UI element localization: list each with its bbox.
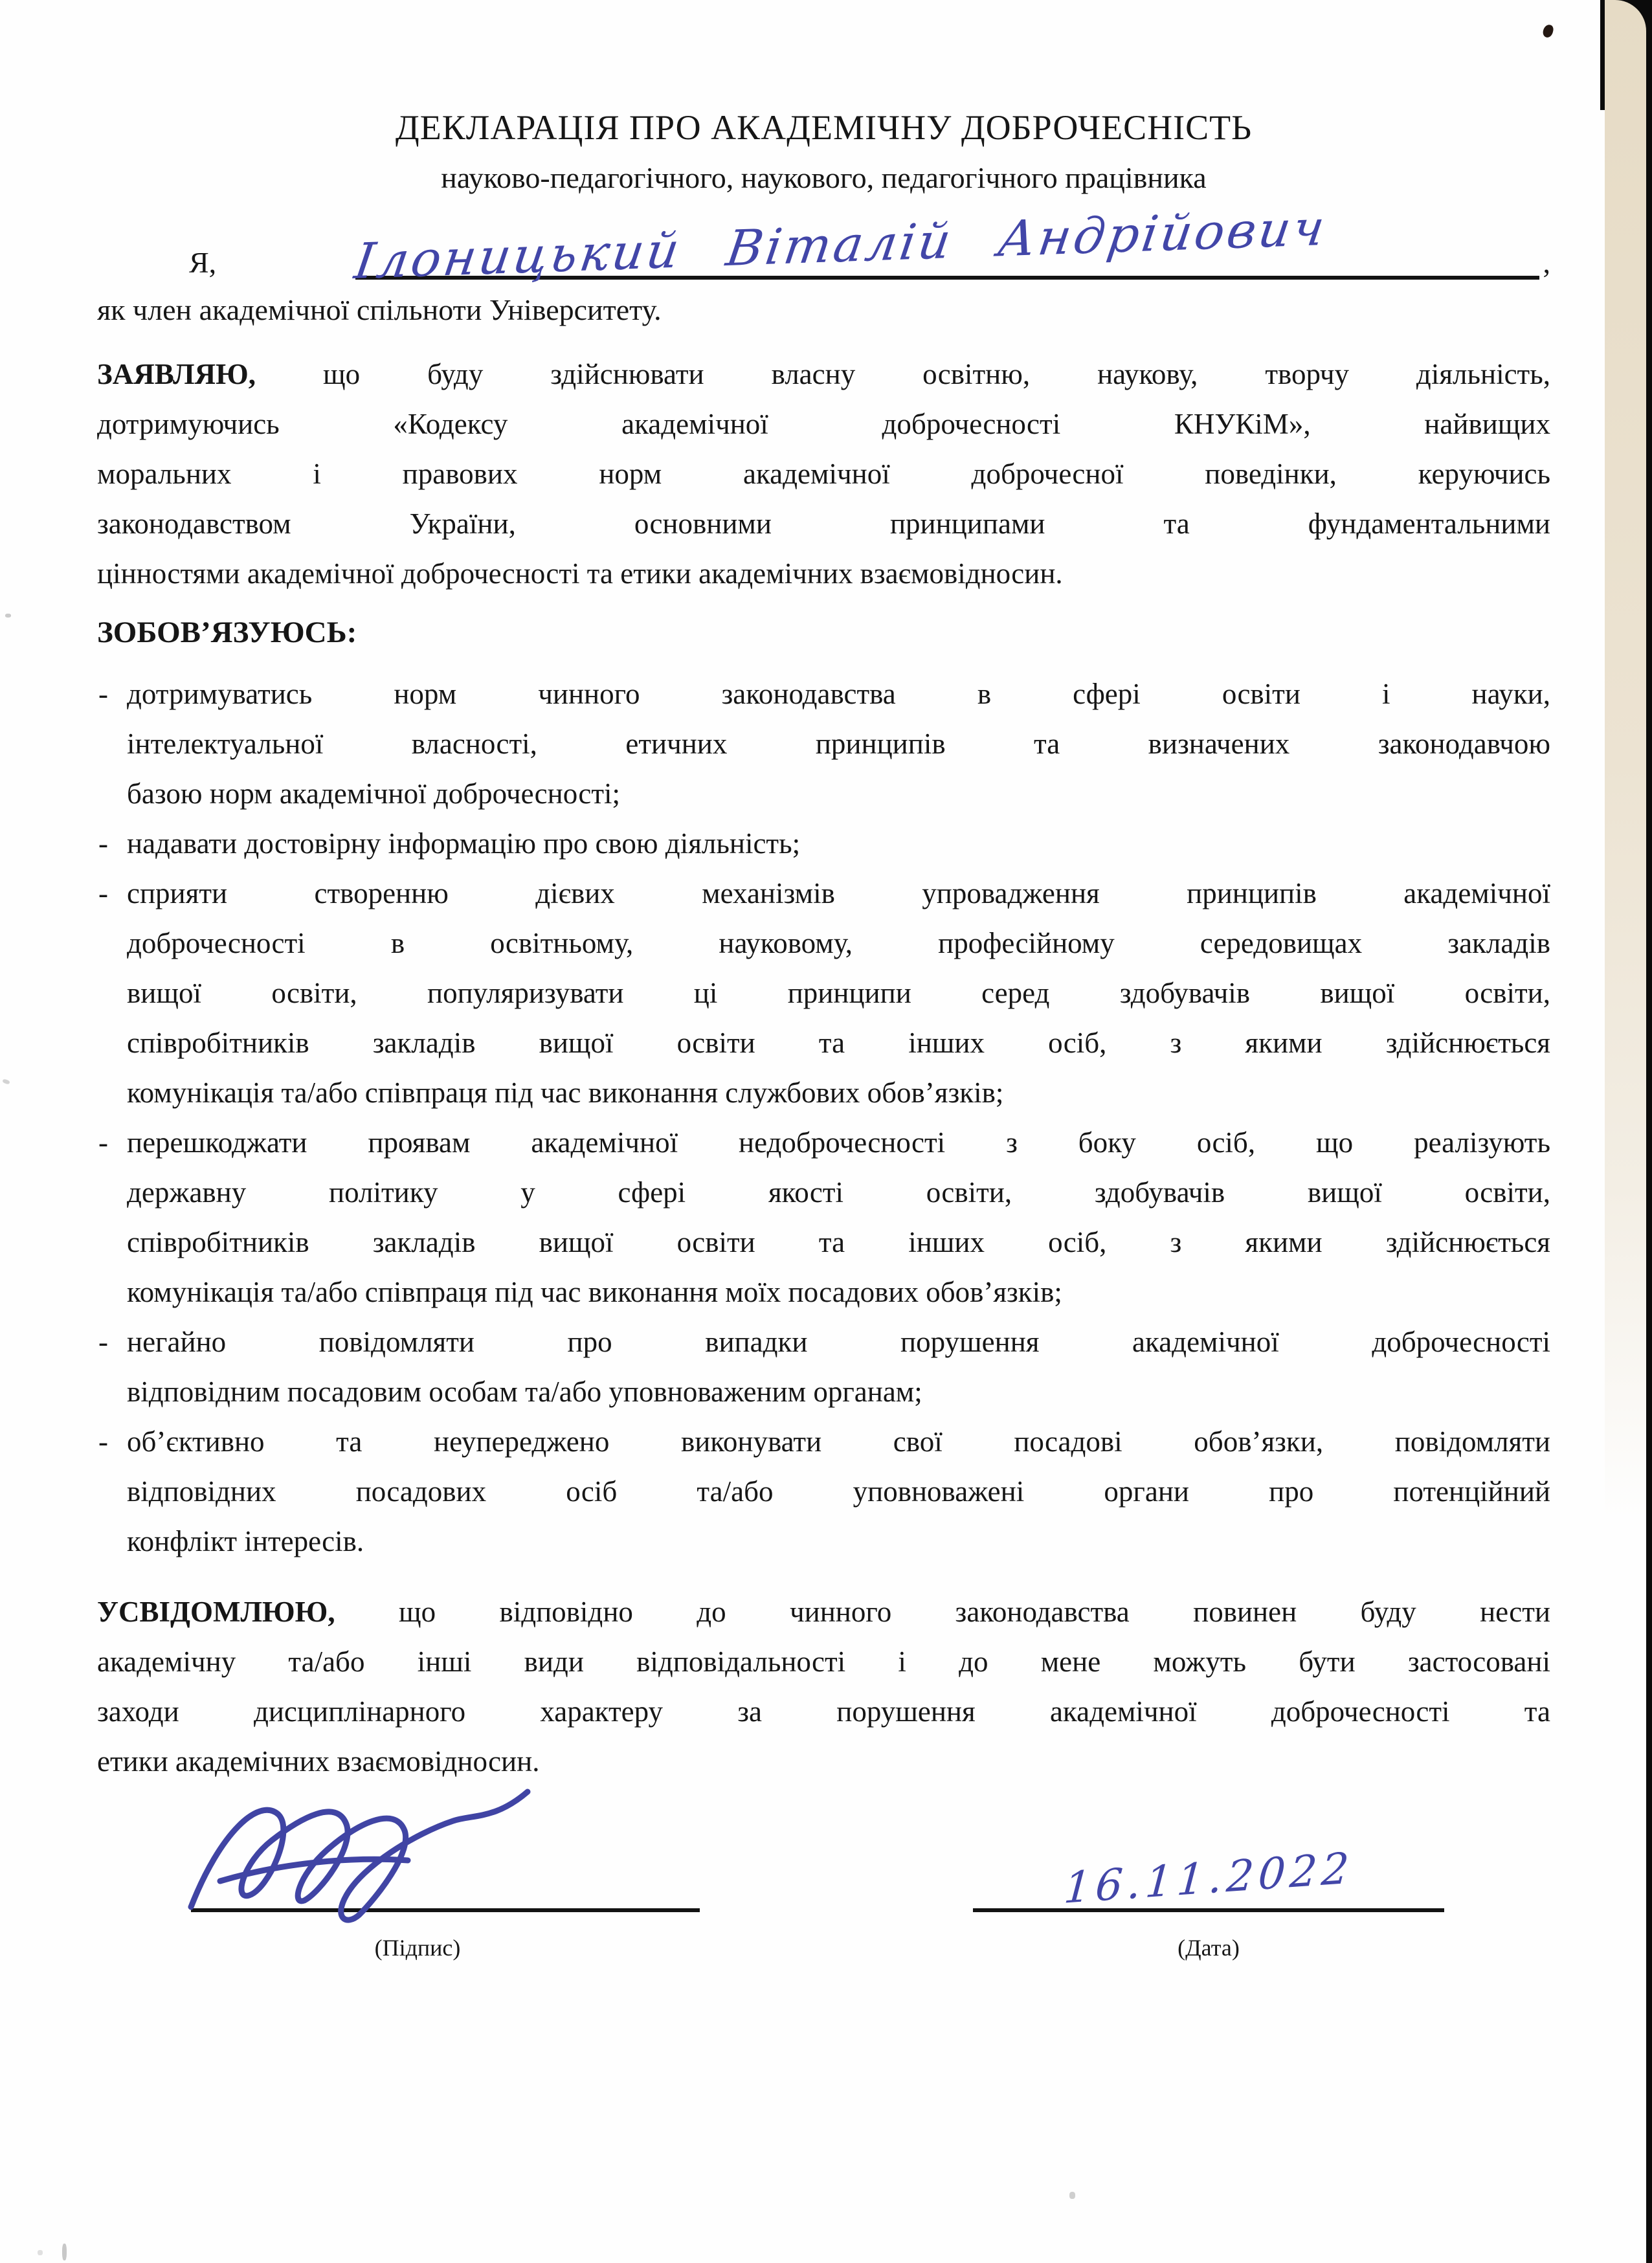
list-item [97, 1118, 1550, 1317]
paragraph-line: сприяти створенню дієвих механізмів упровадження принципів академічної [127, 877, 1550, 909]
scan-artifact-speck [5, 614, 11, 618]
paragraph-line: об’єктивно та неупереджено виконувати свої посадові обов’язки, повідомляти [127, 1425, 1550, 1458]
paragraph-line: базою норм академічної доброчесності; [127, 777, 620, 810]
scan-artifact-speck [1069, 2192, 1075, 2199]
membership-line: як член академічної спільноти Університету. [97, 293, 662, 326]
paragraph-line: комунікація та/або співпраця під час виконання службових обов’язків; [127, 1076, 1004, 1109]
paragraph-line: моральних і правових норм академічної доброчесної поведінки, керуючись [97, 458, 1550, 490]
declaration-lead: ЗАЯВЛЯЮ, [97, 358, 256, 390]
bullet-dash: - [98, 1126, 108, 1159]
list-item [97, 1417, 1550, 1566]
paragraph-line: академічну та/або інші види відповідальності і до мене можуть бути застосовані [97, 1645, 1550, 1678]
bullet-dash: - [98, 877, 108, 909]
date-caption: (Дата) [1178, 1935, 1240, 1961]
acknowledgement-lead: УСВІДОМЛЮЮ, [97, 1596, 335, 1628]
list-item [97, 819, 1550, 869]
acknowledgement-paragraph [97, 1587, 1550, 1787]
paragraph-line: інтелектуальної власності, етичних принципів та визначених законодавчою [127, 728, 1550, 760]
paragraph-line: надавати достовірну інформацію про свою діяльність; [127, 827, 801, 860]
paragraph-line: вищої освіти, популяризувати ці принципи серед здобувачів вищої освіти, [127, 977, 1550, 1009]
paragraph-line: цінностями академічної доброчесності та етики академічних взаємовідносин. [97, 557, 1063, 590]
paragraph-line: законодавством України, основними принципами та фундаментальними [97, 507, 1550, 540]
signature-blank-line [191, 1812, 700, 1912]
paragraph-line: перешкоджати проявам академічної недоброчесності з боку осіб, що реалізують [127, 1126, 1550, 1159]
paragraph-line: державну політику у сфері якості освіти, здобувачів вищої освіти, [127, 1176, 1550, 1209]
scan-artifact-speck [38, 2250, 43, 2255]
paragraph-line: доброчесності в освітньому, науковому, професійному середовищах закладів [127, 927, 1550, 959]
paragraph-line: співробітників закладів вищої освіти та інших осіб, з якими здійснюється [127, 1226, 1550, 1258]
document-title: ДЕКЛАРАЦІЯ ПРО АКАДЕМІЧНУ ДОБРОЧЕСНІСТЬ [395, 108, 1253, 147]
scan-artifact-speck [62, 2244, 67, 2260]
name-blank-line [351, 198, 1539, 291]
paragraph-line: заходи дисциплінарного характеру за порушення академічної доброчесності та [97, 1695, 1550, 1728]
paragraph-line: дотримуватись норм чинного законодавства в сфері освіти і науки, [127, 678, 1550, 710]
page-edge-shadow [1605, 0, 1646, 1521]
bullet-dash: - [98, 678, 108, 710]
date-blank-line [973, 1812, 1444, 1912]
paragraph-line: комунікація та/або співпраця під час виконання моїх посадових обов’язків; [127, 1276, 1062, 1308]
bullet-dash: - [98, 827, 108, 860]
paragraph-line: відповідним посадовим особам та/або уповноваженим органам; [127, 1376, 922, 1408]
declaration-paragraph [97, 350, 1550, 599]
paragraph-line: негайно повідомляти про випадки порушення академічної доброчесності [127, 1326, 1550, 1358]
paragraph-line: конфлікт інтересів. [127, 1525, 364, 1557]
scan-right-border [1646, 0, 1652, 2263]
commitments-heading: ЗОБОВ’ЯЗУЮСЬ: [97, 616, 357, 649]
handwritten-name: Ілоницький Віталій Андрійович [351, 198, 1331, 291]
bullet-dash: - [98, 1425, 108, 1458]
paragraph-line: дотримуючись «Кодексу академічної доброчесності КНУКіМ», найвищих [97, 408, 1550, 440]
list-item [97, 1317, 1550, 1417]
paragraph-line: ЗАЯВЛЯЮ, що буду здійснювати власну освітню, наукову, творчу діяльність, [97, 358, 1550, 390]
document-subtitle: науково-педагогічного, наукового, педагогічного працівника [441, 161, 1207, 194]
paragraph-line: співробітників закладів вищої освіти та інших осіб, з якими здійснюється [127, 1027, 1550, 1059]
bullet-dash: - [98, 1326, 108, 1358]
signature-caption: (Підпис) [374, 1935, 461, 1961]
paragraph-line: етики академічних взаємовідносин. [97, 1745, 540, 1778]
paragraph-line: відповідних посадових осіб та/або уповноважені органи про потенційний [127, 1475, 1550, 1508]
list-item [97, 669, 1550, 819]
intro-trailing-comma: , [1543, 246, 1550, 279]
commitments-list [97, 669, 1550, 1566]
paragraph-line: УСВІДОМЛЮЮ, що відповідно до чинного законодавства повинен буду нести [97, 1596, 1550, 1628]
scan-artifact-speck [2, 1078, 10, 1084]
list-item [97, 869, 1550, 1118]
handwritten-date: 16.11.2022 [1062, 1843, 1356, 1913]
scan-artifact-spot [1542, 23, 1554, 38]
intro-pronoun: Я, [189, 246, 217, 279]
intro-row [97, 198, 1550, 291]
signature-scribble [178, 1784, 541, 1933]
